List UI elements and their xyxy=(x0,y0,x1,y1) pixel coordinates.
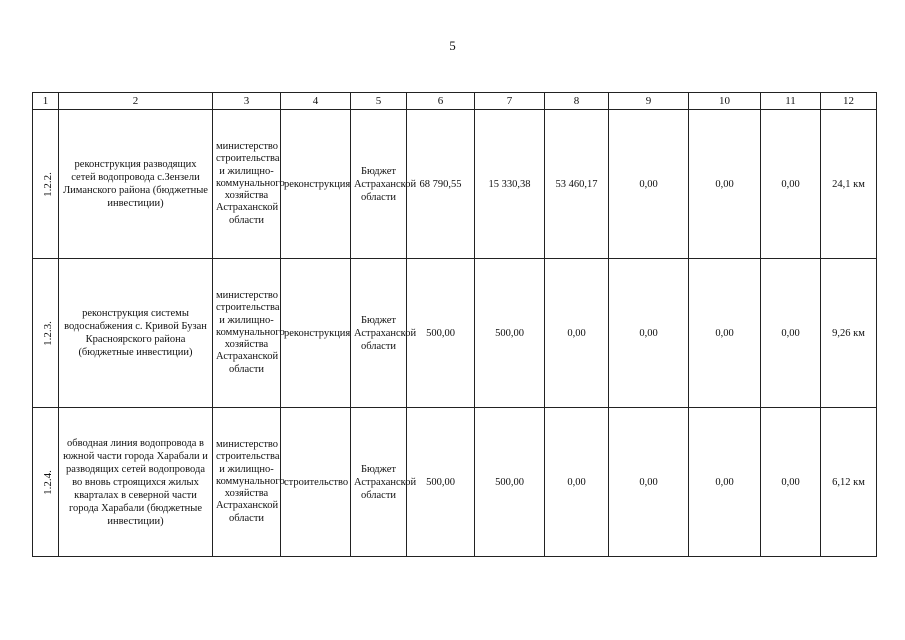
value-col-6: 500,00 xyxy=(407,259,475,408)
column-header: 6 xyxy=(407,93,475,110)
value-col-10: 0,00 xyxy=(689,110,761,259)
value-col-8: 0,00 xyxy=(545,259,609,408)
value-col-10: 0,00 xyxy=(689,408,761,557)
measure-name: реконструкция разводящих сетей водопровода с.Зензели Лиманского района (бюджетные инвестиции) xyxy=(59,110,213,259)
page-number: 5 xyxy=(449,38,456,53)
table-row xyxy=(33,110,877,259)
responsible-ministry: министерство строительства и жилищно-коммунального хозяйства Астраханской области xyxy=(213,408,281,557)
value-col-11: 0,00 xyxy=(761,408,821,557)
column-header: 5 xyxy=(351,93,407,110)
column-header: 1 xyxy=(33,93,59,110)
measure-name: обводная линия водопровода в южной части города Харабали и разводящих сетей водопровода во вновь строящихся жилых кварталах в северной части города Харабали (бюджетные инвестиции) xyxy=(59,408,213,557)
value-col-8: 53 460,17 xyxy=(545,110,609,259)
value-col-7: 500,00 xyxy=(475,408,545,557)
table-row xyxy=(33,408,877,557)
work-type: строительство xyxy=(281,408,351,557)
result-indicator: 6,12 км xyxy=(821,408,877,557)
column-header: 8 xyxy=(545,93,609,110)
item-number-cell xyxy=(33,408,59,557)
work-type: реконструкция xyxy=(281,110,351,259)
responsible-ministry: министерство строительства и жилищно-коммунального хозяйства Астраханской области xyxy=(213,110,281,259)
table-row xyxy=(33,259,877,408)
column-number-row xyxy=(33,93,877,110)
item-number: 1.2.3. xyxy=(41,320,54,346)
value-col-7: 15 330,38 xyxy=(475,110,545,259)
work-type: реконструкция xyxy=(281,259,351,408)
item-number-cell xyxy=(33,110,59,259)
column-header: 9 xyxy=(609,93,689,110)
funding-source: Бюджет Астраханской области xyxy=(351,259,407,408)
value-col-6: 68 790,55 xyxy=(407,110,475,259)
item-number-cell xyxy=(33,259,59,408)
program-table xyxy=(32,92,877,557)
value-col-9: 0,00 xyxy=(609,408,689,557)
value-col-10: 0,00 xyxy=(689,259,761,408)
value-col-11: 0,00 xyxy=(761,110,821,259)
column-header: 4 xyxy=(281,93,351,110)
value-col-9: 0,00 xyxy=(609,259,689,408)
result-indicator: 24,1 км xyxy=(821,110,877,259)
column-header: 3 xyxy=(213,93,281,110)
responsible-ministry: министерство строительства и жилищно-коммунального хозяйства Астраханской области xyxy=(213,259,281,408)
funding-source: Бюджет Астраханской области xyxy=(351,408,407,557)
column-header: 10 xyxy=(689,93,761,110)
column-header: 12 xyxy=(821,93,877,110)
value-col-7: 500,00 xyxy=(475,259,545,408)
value-col-8: 0,00 xyxy=(545,408,609,557)
measure-name: реконструкция системы водоснабжения с. Кривой Бузан Красноярского района (бюджетные инвестиции) xyxy=(59,259,213,408)
value-col-9: 0,00 xyxy=(609,110,689,259)
item-number: 1.2.2. xyxy=(41,171,54,197)
column-header: 7 xyxy=(475,93,545,110)
column-header: 2 xyxy=(59,93,213,110)
result-indicator: 9,26 км xyxy=(821,259,877,408)
item-number: 1.2.4. xyxy=(41,469,54,495)
value-col-11: 0,00 xyxy=(761,259,821,408)
value-col-6: 500,00 xyxy=(407,408,475,557)
funding-source: Бюджет Астраханской области xyxy=(351,110,407,259)
column-header: 11 xyxy=(761,93,821,110)
